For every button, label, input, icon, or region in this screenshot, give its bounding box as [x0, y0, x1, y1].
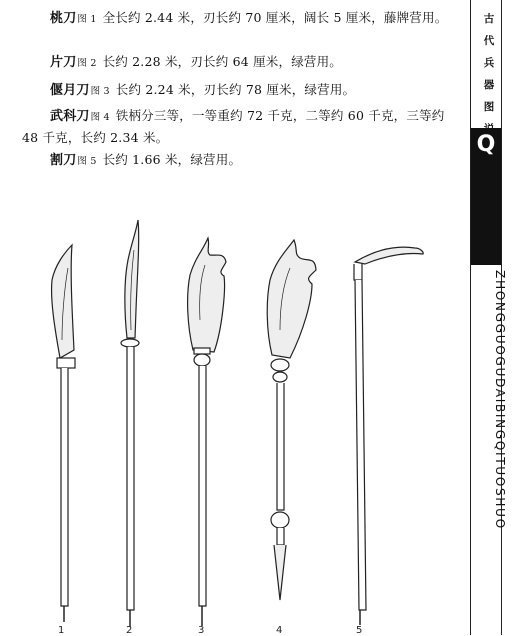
figure-ref: 图 5 — [77, 156, 97, 167]
section-tab — [471, 128, 501, 265]
entry-yanyue-dao — [22, 80, 462, 102]
section-tab-letter: Q — [476, 132, 496, 157]
figure-ref: 图 4 — [90, 112, 110, 123]
entry-name: 桃刀 — [50, 11, 77, 26]
entry-pian-dao — [22, 52, 462, 74]
sidebar-book-title — [479, 8, 499, 140]
entry-name: 割刀 — [50, 153, 77, 168]
figure-ref: 图 2 — [77, 58, 97, 69]
title-char: 器 — [483, 79, 495, 91]
weapon-5-drawing — [354, 247, 423, 625]
entry-name: 武科刀 — [50, 109, 90, 124]
entry-text: 铁柄分三等，一等重约 72 千克，二等约 60 千克，三等约 48 千克，长约 2.34 米。 — [22, 108, 445, 145]
weapons-illustration — [0, 180, 470, 635]
weapon-2-drawing — [121, 220, 139, 627]
entry-text: 全长约 2.44 米，刃长约 70 厘米，阔长 5 厘米，藤牌营用。 — [102, 10, 448, 25]
title-char: 代 — [483, 35, 495, 47]
sidebar-pinyin: ZHONGGUOGUDAIBINGQITUOSHUO — [493, 270, 507, 530]
title-char: 兵 — [483, 57, 495, 69]
weapon-1-drawing — [52, 245, 75, 622]
weapon-4-drawing — [267, 240, 316, 600]
figure-number: 1 — [58, 625, 65, 636]
entry-text: 长约 2.28 米，刃长约 64 厘米，绿营用。 — [102, 54, 343, 69]
figure-number: 3 — [198, 625, 205, 636]
entry-text: 长约 1.66 米，绿营用。 — [102, 152, 242, 167]
entry-wuke-dao — [22, 106, 462, 148]
title-char: 古 — [483, 13, 495, 25]
entry-tao-dao — [22, 8, 462, 30]
figure-ref: 图 3 — [90, 86, 110, 97]
title-char: 图 — [483, 101, 495, 113]
figure-number: 4 — [276, 625, 283, 636]
entry-name: 片刀 — [50, 55, 77, 70]
figure-number: 2 — [126, 625, 133, 636]
entry-text: 长约 2.24 米，刃长约 78 厘米，绿营用。 — [115, 82, 356, 97]
figure-number: 5 — [356, 625, 363, 636]
weapon-3-drawing — [188, 238, 226, 626]
entry-ge-dao — [22, 150, 462, 172]
figure-ref: 图 1 — [77, 14, 97, 25]
sidebar — [470, 0, 523, 635]
entry-name: 偃月刀 — [50, 83, 90, 98]
